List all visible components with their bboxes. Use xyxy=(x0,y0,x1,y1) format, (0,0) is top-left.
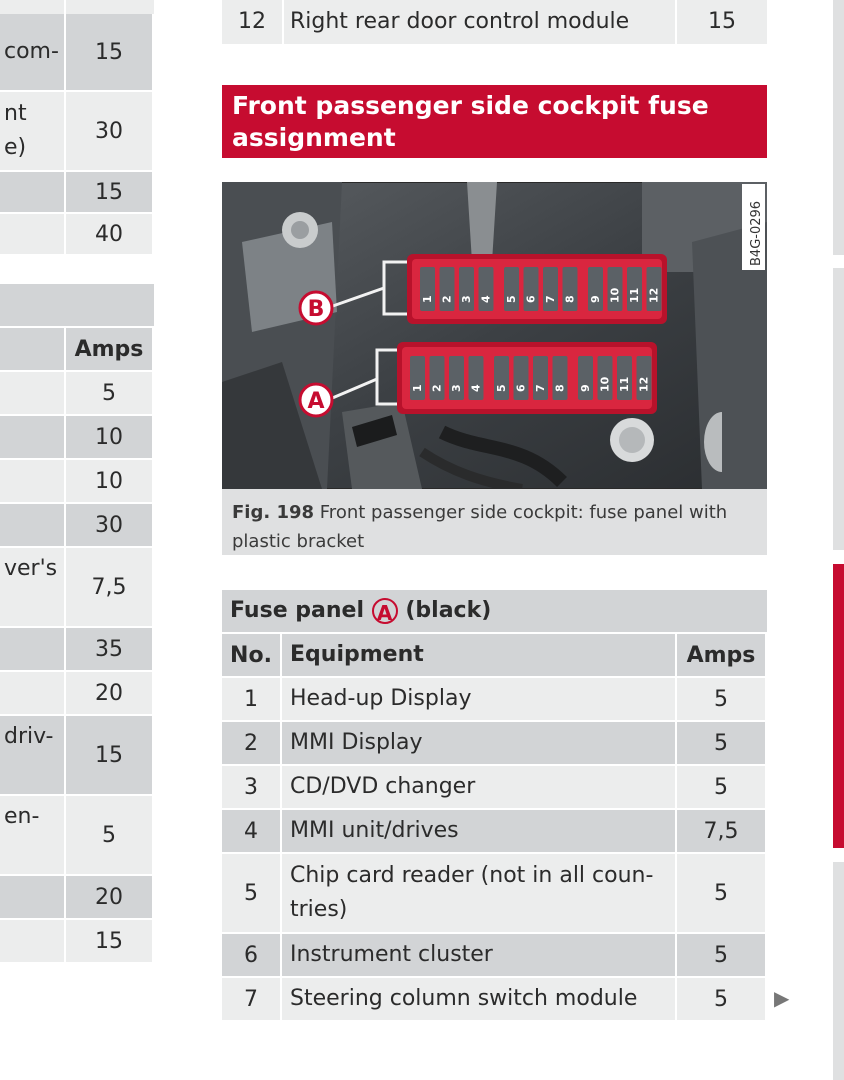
edge-tab-3 xyxy=(833,862,844,1080)
panel-b-fuse-number: 6 xyxy=(524,295,538,303)
left-bottom-row xyxy=(0,460,154,504)
edge-tab-active xyxy=(833,564,844,848)
fuse-number: 7 xyxy=(222,978,282,1022)
panel-b-fuse-slot xyxy=(563,267,578,311)
panel-a-fuse-slot xyxy=(553,356,568,400)
panel-a-fuse-number: 10 xyxy=(598,376,612,392)
left-bottom-equipment xyxy=(0,876,66,920)
left-top-equipment xyxy=(0,214,66,256)
col-header-amps: Amps xyxy=(677,634,767,678)
panel-b-fuse-number: 10 xyxy=(608,287,622,303)
fuse-number: 6 xyxy=(222,934,282,978)
left-bottom-row xyxy=(0,672,154,716)
left-bottom-amps: 20 xyxy=(66,876,154,920)
panel-a-fuse-number: 5 xyxy=(495,384,508,392)
figure-caption xyxy=(222,489,767,556)
fuse-row xyxy=(222,978,767,1022)
top-row-amps: 15 xyxy=(708,9,736,34)
callout-b xyxy=(300,292,332,324)
left-top-row xyxy=(0,92,154,172)
panel-b-fuse-number: 5 xyxy=(505,295,518,303)
panel-a-fuse-slot xyxy=(514,356,529,400)
panel-b-fuse-slot xyxy=(459,267,474,311)
figure-caption-text: Front passenger side cockpit: fuse panel with plastic bracket xyxy=(232,502,728,552)
left-bottom-row xyxy=(0,504,154,548)
panel-a-fuse-slot xyxy=(533,356,548,400)
panel-b-fuse-number: 9 xyxy=(589,295,602,303)
fuse-amps: 7,5 xyxy=(677,810,767,854)
panel-b-fuse-slot xyxy=(543,267,558,311)
fuse-table-a xyxy=(222,590,767,1022)
left-top-row xyxy=(0,172,154,214)
fuse-panel-b xyxy=(407,254,667,324)
fuse-number: 3 xyxy=(222,766,282,810)
left-bottom-equipment xyxy=(0,628,66,672)
callout-a-label: A xyxy=(307,389,325,414)
left-top-equipment: com- xyxy=(0,14,66,92)
fuse-equipment: MMI Display xyxy=(282,722,677,766)
fuse-panel-a xyxy=(397,342,657,414)
fuse-amps: 5 xyxy=(677,766,767,810)
fuse-number: 5 xyxy=(222,854,282,934)
fuse-row xyxy=(222,810,767,854)
left-bottom-amps: 35 xyxy=(66,628,154,672)
fuse-amps: 5 xyxy=(677,722,767,766)
left-partial-top-table xyxy=(0,0,154,256)
col-header-no: No. xyxy=(222,634,282,678)
left-bottom-amps: 30 xyxy=(66,504,154,548)
fuse-number: 1 xyxy=(222,678,282,722)
figure-code: B4G-0296 xyxy=(749,200,764,266)
top-row-no: 12 xyxy=(222,0,284,44)
fuse-amps: 5 xyxy=(677,978,767,1022)
left-bottom-row xyxy=(0,920,154,964)
panel-b-fuse-slot xyxy=(479,267,494,311)
left-top-amps: 30 xyxy=(66,92,154,172)
panel-a-fuse-slot xyxy=(578,356,593,400)
left-bottom-equipment: ver's xyxy=(0,548,66,628)
panel-b-fuse-number: 4 xyxy=(479,295,493,303)
panel-a-fuse-slot xyxy=(410,356,425,400)
panel-b-fuse-number: 1 xyxy=(421,295,434,303)
fuse-equipment: Head-up Display xyxy=(282,678,677,722)
panel-b-fuse-number: 12 xyxy=(647,287,661,303)
panel-a-fuse-number: 9 xyxy=(579,384,592,392)
fuse-number: 2 xyxy=(222,722,282,766)
left-bottom-equipment: driv- xyxy=(0,716,66,796)
left-top-amps: 15 xyxy=(66,172,154,214)
left-top-row xyxy=(0,14,154,92)
fuse-row xyxy=(222,934,767,978)
panel-b-fuse-number: 3 xyxy=(460,295,473,303)
edge-tab-2 xyxy=(833,268,844,550)
left-bottom-amps: 5 xyxy=(66,796,154,876)
left-bottom-equipment: en- xyxy=(0,796,66,876)
fuse-equipment: MMI unit/drives xyxy=(282,810,677,854)
fuse-panel-a-circle: A xyxy=(372,598,398,624)
left-bottom-amps: 10 xyxy=(66,460,154,504)
figure-caption-number: Fig. 198 xyxy=(232,502,315,523)
left-header-equipment-cell xyxy=(0,328,66,372)
left-bottom-amps: 10 xyxy=(66,416,154,460)
panel-a-fuse-number: 12 xyxy=(637,376,651,392)
panel-a-fuse-number: 4 xyxy=(469,384,483,392)
panel-b-fuse-number: 7 xyxy=(544,295,557,303)
panel-a-fuse-number: 1 xyxy=(411,384,424,392)
left-bottom-row xyxy=(0,796,154,876)
left-bottom-amps: 15 xyxy=(66,716,154,796)
left-partial-bottom-table xyxy=(0,284,154,964)
fuse-amps: 5 xyxy=(677,854,767,934)
left-top-row xyxy=(0,214,154,256)
fuse-panel-photo xyxy=(222,182,767,489)
fuse-equipment: Chip card reader (not in all coun-tries) xyxy=(282,854,677,934)
left-table-title-bar xyxy=(0,284,154,328)
edge-tab-1 xyxy=(833,0,844,255)
left-bottom-row xyxy=(0,628,154,672)
panel-a-fuse-number: 11 xyxy=(618,376,631,392)
top-row-equipment: Right rear door control module xyxy=(284,0,677,44)
panel-a-fuse-slot xyxy=(469,356,484,400)
left-bottom-equipment xyxy=(0,460,66,504)
left-top-amps: 40 xyxy=(66,214,154,256)
left-bottom-row xyxy=(0,876,154,920)
fuse-table-title-suffix: (black) xyxy=(405,598,492,623)
panel-b-fuse-number: 8 xyxy=(563,295,577,303)
fuse-equipment: Steering column switch module xyxy=(282,978,677,1022)
panel-a-fuse-slot xyxy=(430,356,445,400)
left-bottom-row xyxy=(0,548,154,628)
left-bottom-equipment xyxy=(0,416,66,460)
panel-b-fuse-slot xyxy=(504,267,519,311)
panel-b-fuse-slot xyxy=(440,267,455,311)
top-table-row xyxy=(222,0,767,44)
fuse-equipment: Instrument cluster xyxy=(282,934,677,978)
left-bottom-equipment xyxy=(0,504,66,548)
left-header-amps: Amps xyxy=(66,328,154,372)
panel-b-fuse-slot xyxy=(588,267,603,311)
left-bottom-equipment xyxy=(0,672,66,716)
left-bottom-amps: 5 xyxy=(66,372,154,416)
panel-a-fuse-number: 3 xyxy=(450,384,463,392)
fuse-table-title-prefix: Fuse panel xyxy=(230,598,364,623)
left-bottom-row xyxy=(0,372,154,416)
left-bottom-amps: 7,5 xyxy=(66,548,154,628)
panel-a-fuse-slot xyxy=(449,356,464,400)
callout-a xyxy=(300,384,332,416)
left-top-amps: 15 xyxy=(66,14,154,92)
panel-b-fuse-number: 2 xyxy=(440,295,454,303)
panel-b-fuse-slot xyxy=(524,267,539,311)
left-bottom-row xyxy=(0,416,154,460)
fuse-row xyxy=(222,766,767,810)
panel-a-fuse-number: 7 xyxy=(534,384,547,392)
fuse-amps: 5 xyxy=(677,934,767,978)
continue-arrow: ▶ xyxy=(774,986,790,1010)
fuse-row xyxy=(222,854,767,934)
panel-b-fuse-slot xyxy=(420,267,435,311)
fuse-row xyxy=(222,678,767,722)
panel-a-fuse-number: 8 xyxy=(553,384,567,392)
panel-b-fuse-number: 11 xyxy=(628,287,641,303)
left-bottom-equipment xyxy=(0,920,66,964)
fuse-number: 4 xyxy=(222,810,282,854)
left-bottom-amps: 15 xyxy=(66,920,154,964)
figure-box xyxy=(222,182,767,555)
left-bottom-row xyxy=(0,716,154,796)
fuse-equipment: CD/DVD changer xyxy=(282,766,677,810)
panel-a-fuse-slot xyxy=(494,356,509,400)
left-top-equipment xyxy=(0,172,66,214)
panel-a-fuse-number: 6 xyxy=(514,384,528,392)
left-top-equipment: nt e) xyxy=(0,92,66,172)
fuse-amps: 5 xyxy=(677,678,767,722)
callout-b-label: B xyxy=(307,297,325,322)
left-bottom-amps: 20 xyxy=(66,672,154,716)
panel-a-fuse-number: 2 xyxy=(430,384,444,392)
left-bottom-equipment xyxy=(0,372,66,416)
col-header-equipment: Equipment xyxy=(282,634,677,678)
fuse-row xyxy=(222,722,767,766)
section-title: Front passenger side cockpit fuse assignment xyxy=(222,85,767,158)
fuse-table-title xyxy=(222,590,767,634)
